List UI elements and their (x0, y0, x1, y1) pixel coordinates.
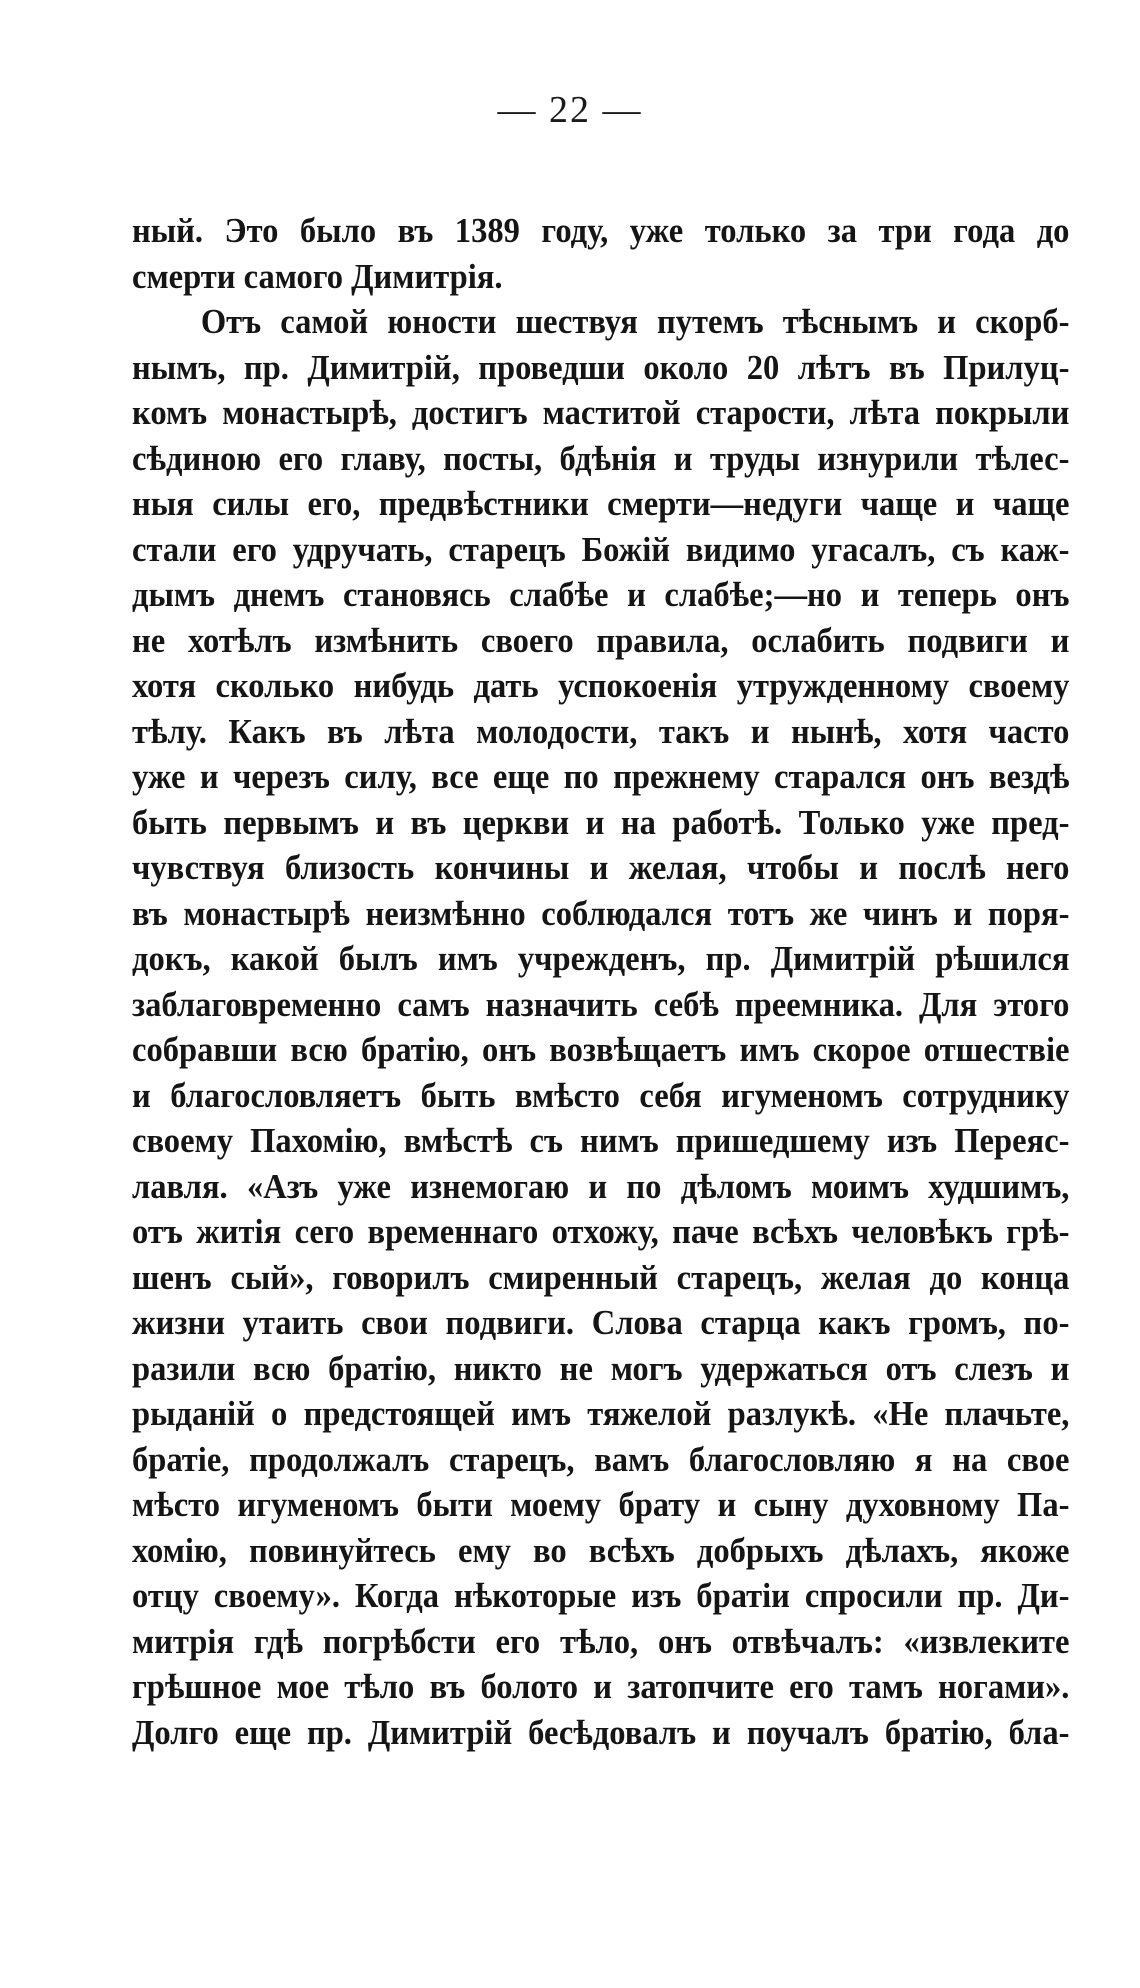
text-line: хомію, повинуйтесь ему во всѣхъ добрыхъ дѣлахъ, якоже (132, 1530, 1070, 1570)
text-line: Долго еще пр. Димитрій бесѣдовалъ и поучалъ братію, бла- (132, 1712, 1070, 1752)
text-line: чувствуя близость кончины и желая, чтобы и послѣ него (132, 848, 1070, 887)
text-line: заблаговременно самъ назначить себѣ преемника. Для этого (132, 984, 1070, 1024)
text-line: разили всю братію, никто не могъ удержаться отъ слезъ и (132, 1348, 1070, 1388)
text-line: въ монастырѣ неизмѣнно соблюдался тотъ же чинъ и поря- (132, 893, 1070, 933)
text-line: стали его удручать, старецъ Божій видимо угасалъ, съ каж- (132, 529, 1070, 569)
text-line: шенъ сый», говорилъ смиренный старецъ, желая до конца (132, 1257, 1070, 1297)
text-line: дымъ днемъ становясь слабѣе и слабѣе;—но и теперь онъ (132, 575, 1070, 614)
text-line: митрія гдѣ погрѣбсти его тѣло, онъ отвѣчалъ: «извлеките (132, 1621, 1070, 1661)
paragraph (132, 208, 1069, 299)
text-line: Отъ самой юности шествуя путемъ тѣснымъ и скорб- (200, 302, 1070, 341)
text-line: комъ монастырѣ, достигъ маститой старости, лѣта покрыли (132, 393, 1070, 432)
body-text (132, 208, 1069, 1755)
text-line: сѣдиною его главу, посты, бдѣнія и труды изнурили тѣлес- (132, 438, 1070, 478)
text-line: рыданій о предстоящей имъ тяжелой разлукѣ. «Не плачьте, (132, 1394, 1070, 1433)
text-line: отцу своему». Когда нѣкоторые изъ братіи спросили пр. Ди- (132, 1576, 1070, 1615)
text-line: смерти самого Димитрія. (132, 256, 503, 296)
text-line: и благословляетъ быть вмѣсто себя игуменомъ сотруднику (132, 1075, 1070, 1115)
paragraph (132, 299, 1069, 1755)
text-line: быть первымъ и въ церкви и на работѣ. Только уже пред- (132, 802, 1070, 842)
text-line: ный. Это было въ 1389 году, уже только за три года до (132, 211, 1070, 250)
text-line: лавля. «Азъ уже изнемогаю и по дѣломъ моимъ худшимъ, (132, 1166, 1070, 1206)
text-line: отъ житія сего временнаго отхожу, паче всѣхъ человѣкъ грѣ- (132, 1212, 1070, 1251)
text-line: собравши всю братію, онъ возвѣщаетъ имъ скорое отшествіе (132, 1030, 1070, 1069)
text-line: братіе, продолжалъ старецъ, вамъ благословляю я на свое (132, 1439, 1070, 1479)
text-line: ныя силы его, предвѣстники смерти—недуги чаще и чаще (132, 484, 1070, 523)
text-line: докъ, какой былъ имъ учрежденъ, пр. Димитрій рѣшился (132, 939, 1070, 978)
text-line: жизни утаить свои подвиги. Слова старца какъ громъ, по- (132, 1303, 1070, 1342)
page-number: — 22 — (497, 89, 643, 131)
text-line: хотя сколько нибудь дать успокоенія утружденному своему (132, 666, 1070, 705)
text-line: тѣлу. Какъ въ лѣта молодости, такъ и нынѣ, хотя часто (132, 711, 1070, 751)
text-line: мѣсто игуменомъ быти моему брату и сыну духовному Па- (132, 1485, 1070, 1524)
text-line: нымъ, пр. Димитрій, проведши около 20 лѣтъ въ Прилуц- (132, 347, 1070, 387)
text-line: грѣшное мое тѣло въ болото и затопчите его тамъ ногами». (132, 1667, 1070, 1706)
text-line: уже и черезъ силу, все еще по прежнему старался онъ вездѣ (132, 757, 1070, 796)
text-line: своему Пахомію, вмѣстѣ съ нимъ пришедшему изъ Переяс- (132, 1121, 1070, 1160)
text-line: не хотѣлъ измѣнить своего правила, ослабить подвиги и (132, 620, 1070, 660)
